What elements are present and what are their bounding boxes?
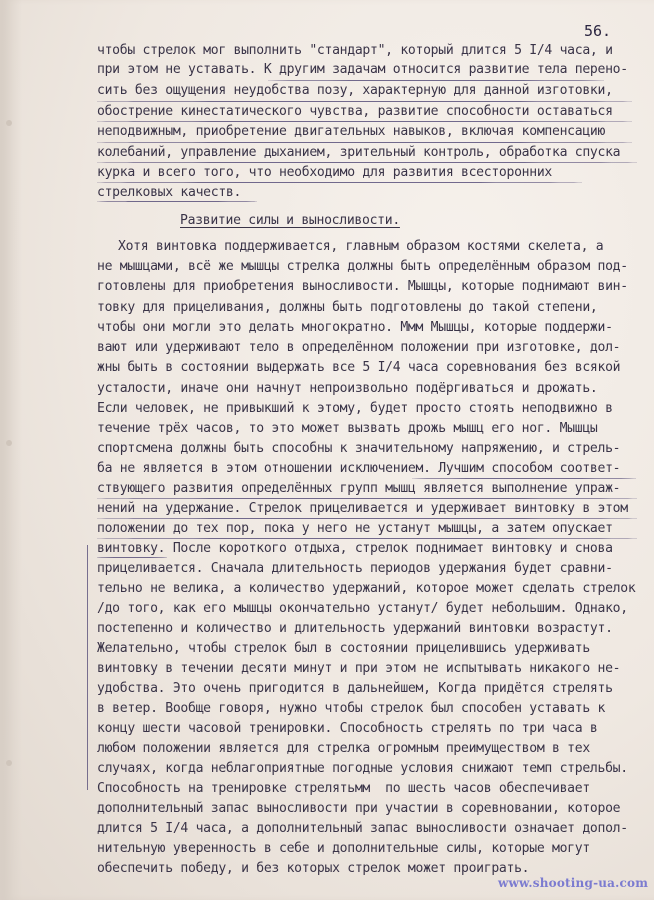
- text-line: сить без ощущения неудобства позу, характерную для данной изготовки,: [97, 83, 613, 98]
- text-line: стрелковых качеств.: [97, 185, 242, 200]
- text-line: тельно не велика, а количество удержаний, которое может сделать стрелок: [97, 581, 636, 596]
- text-line: течение трёх часов, то это может вызвать дрожь мышц его ног. Мышцы: [97, 421, 598, 436]
- text-line: дополнительный запас выносливости при участии в соревновании, которое: [97, 801, 621, 816]
- pencil-underline: [97, 121, 632, 122]
- pencil-underline: [268, 80, 604, 81]
- text-line: чтобы стрелок мог выполнить "стандарт", который длится 5 I/4 часа, и: [97, 43, 613, 58]
- text-line: вают или удерживают тело в определённом положении при изготовке, дол-: [97, 340, 621, 355]
- text-line: курка и всего того, что необходимо для развития всесторонних: [97, 165, 552, 180]
- pencil-underline: [97, 142, 632, 143]
- text-line: концу шести часовой тренировки. Способность стрелять по три часа в: [97, 721, 598, 736]
- text-line: прицеливается. Сначала длительность периодов удержания будет сравни-: [97, 561, 613, 576]
- text-line: ба не является в этом отношении исключением. Лучшим способом соответ-: [97, 461, 621, 476]
- text-line: удобства. Это очень пригодится в дальнейшем, Когда придётся стрелять: [97, 681, 613, 696]
- text-line: колебаний, управление дыханием, зрительный контроль, обработка спуска: [97, 145, 621, 160]
- text-line: обеспечить победу, и без которых стрелок может проиграть.: [97, 861, 530, 876]
- text-line: неподвижным, приобретение двигательных навыков, включая компенсацию: [97, 124, 606, 139]
- text-line: не мышцами, всё же мышцы стрелка должны быть определённым образом под-: [97, 259, 628, 274]
- pencil-underline: [97, 557, 167, 558]
- text-line: любом положении является для стрелка огромным преимуществом в тех: [97, 741, 590, 756]
- text-line: Если человек, не привыкший к этому, будет просто стоять неподвижно в: [97, 401, 613, 416]
- margin-pencil-mark: [87, 545, 88, 790]
- text-line: винтовку. После короткого отдыха, стрелок поднимает винтовку и снова: [97, 541, 613, 556]
- text-line: готовлены для приобретения выносливости. Мышцы, которые поднимают вин-: [97, 279, 628, 294]
- pencil-underline: [97, 518, 637, 519]
- text-line: чтобы они могли это делать многократно. Ммм Мышцы, которые поддержи-: [97, 320, 613, 335]
- text-line: случаях, когда неблагоприятные погодные условия снижают темп стрельбы.: [97, 761, 628, 776]
- pencil-underline: [412, 478, 636, 479]
- pencil-underline: [97, 162, 637, 163]
- text-line: нений на удержание. Стрелок прицеливается и удерживает винтовку в этом: [97, 501, 628, 516]
- text-line: Хотя винтовка поддерживается, главным образом костями скелета, а: [118, 239, 604, 254]
- pencil-underline: [97, 201, 257, 202]
- pencil-underline: [97, 498, 637, 499]
- text-line: постепенно и количество и длительность удержаний винтовки возрастут.: [97, 621, 613, 636]
- text-line: ствующего развития определённых групп мышц является выполнение упраж-: [97, 481, 621, 496]
- text-line: при этом не уставать. К другим задачам относится развитие тела перено-: [97, 62, 628, 77]
- section-heading: Развитие силы и выносливости.: [180, 213, 400, 228]
- text-line: товку для прицеливания, должны быть подготовлены до такой степени,: [97, 300, 598, 315]
- pencil-underline: [97, 101, 632, 102]
- text-line: Желательно, чтобы стрелок был в состоянии прицелившись удерживать: [97, 641, 590, 656]
- text-line: винтовку в течении десяти минут и при этом не испытывать никакого не-: [97, 661, 621, 676]
- text-line: нительную уверенность в себе и дополнительные силы, которые могут: [97, 841, 590, 856]
- text-line: в ветер. Вообще говоря, нужно чтобы стрелок был способен уставать к: [97, 701, 606, 716]
- text-line: спортсмена должны быть способны к значительному напряжению, и стрель-: [97, 441, 621, 456]
- text-line: Способность на тренировке стрелятьмм по шесть часов обеспечивает: [97, 781, 590, 796]
- text-line: обострение кинестатического чувства, развитие способности оставаться: [97, 104, 613, 119]
- text-line: /до того, как его мышцы окончательно устанут/ будет небольшим. Однако,: [97, 601, 628, 616]
- page-number: 56.: [584, 22, 612, 40]
- text-line: длится 5 I/4 часа, а дополнительный запас выносливости означает допол-: [97, 821, 628, 836]
- text-line: положении до тех пор, пока у него не устанут мышцы, а затем опускает: [97, 521, 613, 536]
- text-line: жны быть в состоянии выдержать все 5 I/4 часа соревнования без всякой: [97, 360, 621, 375]
- watermark: www.shooting-ua.com: [498, 876, 649, 890]
- pencil-underline: [97, 182, 582, 183]
- text-line: усталости, иначе они начнут непроизвольно подёргиваться и дрожать.: [97, 381, 598, 396]
- pencil-underline: [97, 538, 637, 539]
